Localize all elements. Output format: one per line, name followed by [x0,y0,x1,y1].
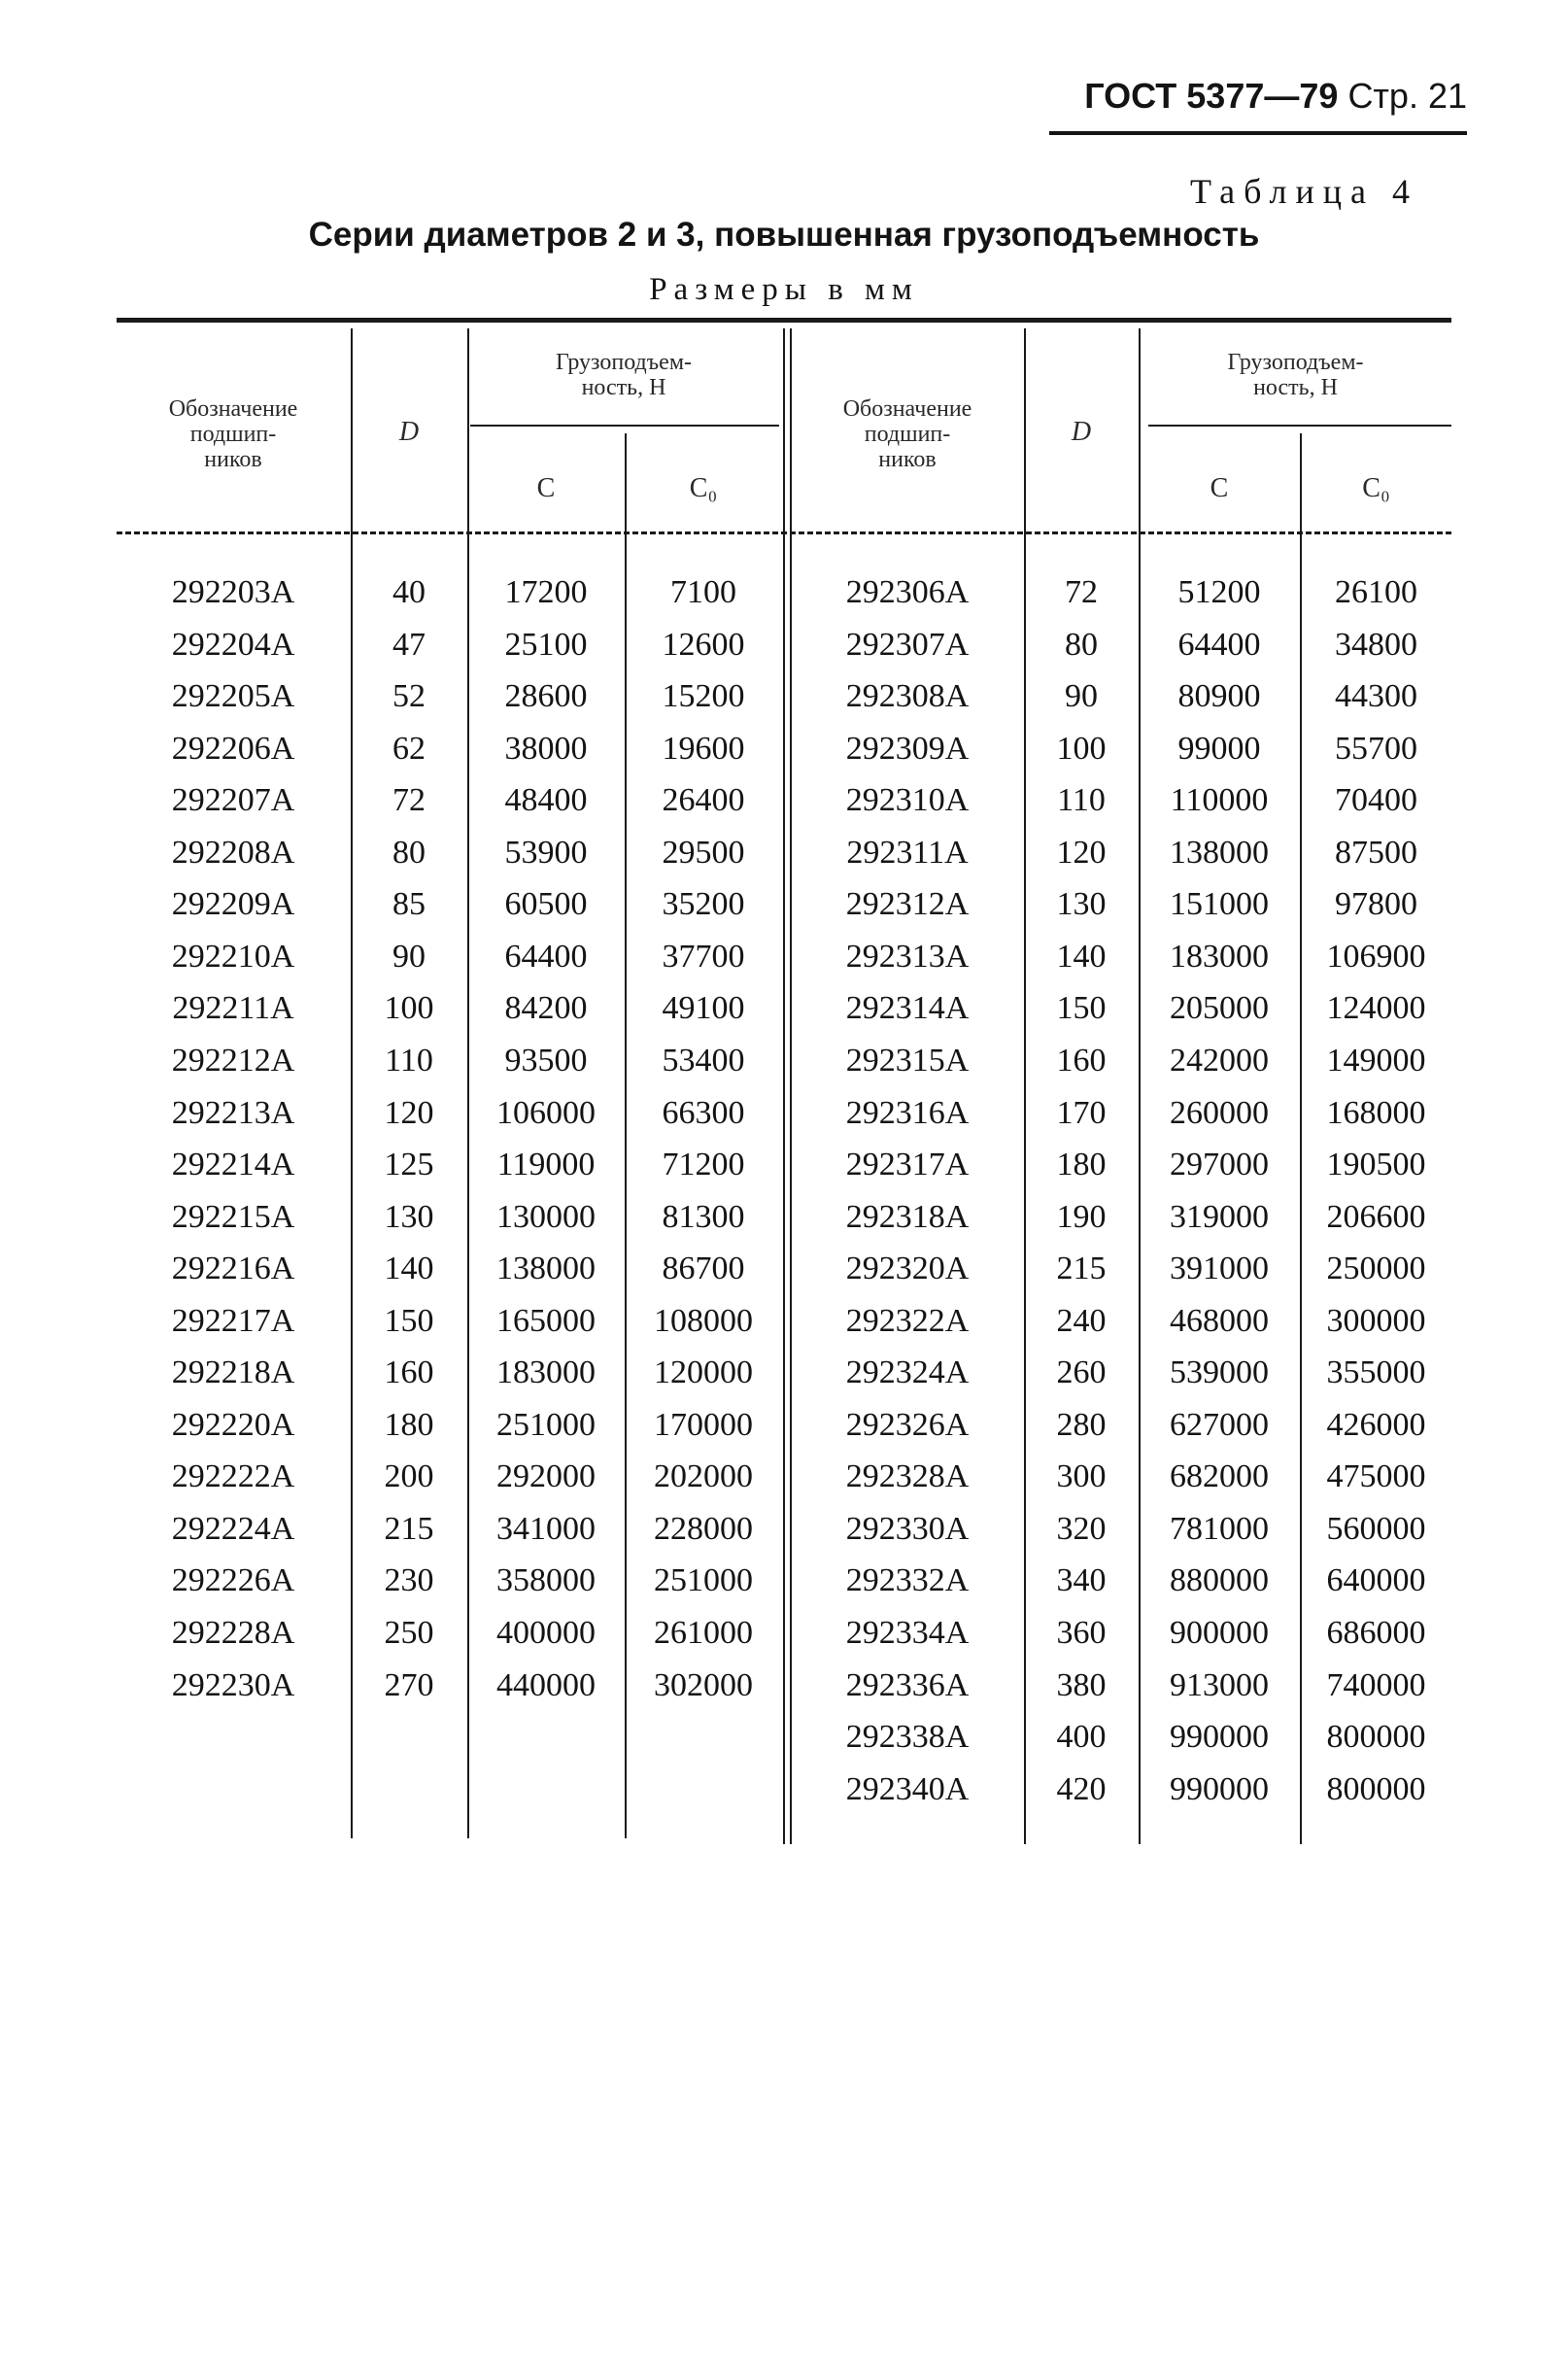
cell-left-c: 119000 [496,1147,596,1182]
standard-number: ГОСТ 5377—79 [1084,76,1339,116]
cell-left-d: 80 [392,835,426,871]
cell-right-c0: 426000 [1326,1407,1426,1443]
cell-left-d: 150 [384,1303,434,1339]
cell-right-c: 990000 [1170,1771,1269,1807]
cell-right-c: 627000 [1170,1407,1269,1443]
cell-left-c: 341000 [496,1511,596,1547]
cell-right-designation: 292307A [845,627,970,663]
table-row [0,723,1568,774]
cell-right-designation: 292326A [845,1407,970,1443]
cell-left-designation: 292213A [171,1095,295,1131]
cell-right-c0: 97800 [1335,886,1417,922]
cell-right-d: 240 [1056,1303,1107,1339]
table-row [0,1347,1568,1398]
cell-left-c0: 81300 [662,1199,745,1235]
cell-right-designation: 292340A [845,1771,970,1807]
cell-right-d: 420 [1056,1771,1107,1807]
cell-left-c0: 228000 [654,1511,753,1547]
cell-right-designation: 292316A [845,1095,970,1131]
table-row [0,827,1568,878]
cell-left-d: 250 [384,1615,434,1651]
cell-right-c: 260000 [1170,1095,1269,1131]
cell-left-d: 180 [384,1407,434,1443]
cell-right-designation: 292330A [845,1511,970,1547]
cell-left-designation: 292206A [171,731,295,767]
cell-right-designation: 292313A [845,939,970,975]
cell-right-c0: 149000 [1326,1043,1426,1079]
cell-left-d: 130 [384,1199,434,1235]
cell-left-designation: 292216A [171,1251,295,1286]
cell-left-designation: 292208A [171,835,295,871]
cell-left-d: 52 [392,678,426,714]
cell-right-c: 913000 [1170,1667,1269,1703]
running-header [1078,76,1467,117]
header-capacity-left: Грузоподъем- ность, Н [556,350,692,400]
cell-right-c0: 34800 [1335,627,1417,663]
cell-right-d: 110 [1057,782,1106,818]
cell-left-d: 100 [384,990,434,1026]
cell-right-designation: 292320A [845,1251,970,1286]
cell-right-c0: 87500 [1335,835,1417,871]
table-row [0,1503,1568,1555]
cell-left-c0: 120000 [654,1354,753,1390]
cell-right-designation: 292314A [845,990,970,1026]
cell-right-designation: 292308A [845,678,970,714]
table-row [0,1243,1568,1294]
cell-left-d: 230 [384,1562,434,1598]
cell-left-designation: 292210A [171,939,295,975]
cell-right-d: 360 [1056,1615,1107,1651]
cell-left-c0: 7100 [670,574,736,610]
cell-right-c: 391000 [1170,1251,1269,1286]
cell-right-d: 215 [1056,1251,1107,1286]
cell-left-designation: 292215A [171,1199,295,1235]
cell-left-c: 165000 [496,1303,596,1339]
cell-left-designation: 292205A [171,678,295,714]
cell-left-d: 125 [384,1147,434,1182]
cell-left-d: 85 [392,886,426,922]
cell-right-c0: 686000 [1326,1615,1426,1651]
cell-right-designation: 292312A [845,886,970,922]
table-row [0,1399,1568,1451]
cell-left-designation: 292217A [171,1303,295,1339]
cell-right-c: 205000 [1170,990,1269,1026]
cell-left-designation: 292211A [172,990,294,1026]
cell-right-c0: 70400 [1335,782,1417,818]
header-designation-right: Обозначение подшип- ников [842,396,972,472]
cell-left-c0: 53400 [662,1043,745,1079]
cell-right-designation: 292332A [845,1562,970,1598]
cell-left-d: 270 [384,1667,434,1703]
cell-right-designation: 292306A [845,574,970,610]
cell-right-c0: 44300 [1335,678,1417,714]
cell-right-c: 990000 [1170,1719,1269,1755]
cell-left-c0: 108000 [654,1303,753,1339]
cell-left-c: 60500 [504,886,588,922]
cell-left-d: 140 [384,1251,434,1286]
cell-left-c0: 12600 [662,627,745,663]
table-row [0,1660,1568,1711]
cell-right-designation: 292324A [845,1354,970,1390]
table-row [0,931,1568,982]
cell-left-c0: 170000 [654,1407,753,1443]
cell-left-c0: 66300 [662,1095,745,1131]
cell-right-designation: 292334A [845,1615,970,1651]
header-capacity-right: Грузоподъем- ность, Н [1227,350,1364,400]
cell-left-c: 25100 [504,627,588,663]
cell-left-c: 106000 [496,1095,596,1131]
cell-right-designation: 292315A [845,1043,970,1079]
cell-left-designation: 292214A [171,1147,295,1182]
cell-left-c0: 35200 [662,886,745,922]
table-row [0,1295,1568,1347]
cell-left-d: 62 [392,731,426,767]
cell-right-c0: 106900 [1326,939,1426,975]
cell-right-c0: 560000 [1326,1511,1426,1547]
cell-right-c: 64400 [1177,627,1261,663]
header-d-left: D [398,417,420,447]
table-row [0,1191,1568,1243]
cell-right-designation: 292338A [845,1719,970,1755]
cell-right-designation: 292318A [845,1199,970,1235]
cell-left-c0: 26400 [662,782,745,818]
cell-right-d: 180 [1056,1147,1107,1182]
cell-left-c0: 37700 [662,939,745,975]
cell-left-d: 47 [392,627,426,663]
table-row [0,774,1568,826]
table-row [0,1451,1568,1502]
cell-left-c0: 251000 [654,1562,753,1598]
cell-left-c0: 261000 [654,1615,753,1651]
cell-right-d: 120 [1056,835,1107,871]
cell-left-c: 28600 [504,678,588,714]
cell-left-c0: 15200 [662,678,745,714]
page-number: Стр. 21 [1347,76,1467,116]
cell-right-d: 340 [1056,1562,1107,1598]
cell-left-c: 93500 [504,1043,588,1079]
cell-left-designation: 292230A [171,1667,295,1703]
cell-left-c0: 86700 [662,1251,745,1286]
cell-right-designation: 292336A [845,1667,970,1703]
cell-right-c0: 168000 [1326,1095,1426,1131]
cell-right-d: 160 [1056,1043,1107,1079]
cell-right-d: 170 [1056,1095,1107,1131]
cell-right-c: 319000 [1170,1199,1269,1235]
cell-right-c0: 475000 [1326,1458,1426,1494]
cell-left-d: 40 [392,574,426,610]
cell-right-c: 781000 [1170,1511,1269,1547]
cell-left-d: 215 [384,1511,434,1547]
cell-right-c0: 206600 [1326,1199,1426,1235]
cell-left-designation: 292204A [171,627,295,663]
cell-right-c: 297000 [1170,1147,1269,1182]
cell-right-d: 320 [1056,1511,1107,1547]
table-title: Серии диаметров 2 и 3, повышенная грузоподъемность [308,216,1260,254]
cell-right-c0: 800000 [1326,1771,1426,1807]
cell-left-c: 53900 [504,835,588,871]
table-row [0,878,1568,930]
cell-right-d: 190 [1056,1199,1107,1235]
cell-right-c: 110000 [1170,782,1269,818]
cell-right-c: 468000 [1170,1303,1269,1339]
header-c-right: C [1210,473,1229,503]
table-row [0,1139,1568,1190]
table-row [0,1711,1568,1763]
cell-right-c: 900000 [1170,1615,1269,1651]
cell-right-c: 682000 [1170,1458,1269,1494]
units-note: Размеры в мм [649,272,919,307]
cell-left-designation: 292209A [171,886,295,922]
cell-right-designation: 292317A [845,1147,970,1182]
cell-left-d: 72 [392,782,426,818]
cell-left-c: 17200 [504,574,588,610]
cell-right-c: 138000 [1170,835,1269,871]
cell-right-c0: 124000 [1326,990,1426,1026]
table-row [0,566,1568,618]
cell-right-c: 99000 [1177,731,1261,767]
cell-left-d: 110 [385,1043,433,1079]
cell-left-c: 38000 [504,731,588,767]
table-row [0,619,1568,670]
cell-right-c: 151000 [1170,886,1269,922]
cell-left-c0: 202000 [654,1458,753,1494]
cell-left-c: 130000 [496,1199,596,1235]
header-d-right: D [1071,417,1092,447]
cell-right-d: 72 [1065,574,1098,610]
capacity-subheader-rule-left [470,425,779,427]
cell-right-c: 539000 [1170,1354,1269,1390]
cell-right-d: 150 [1056,990,1107,1026]
cell-right-designation: 292311A [846,835,969,871]
cell-right-c0: 55700 [1335,731,1417,767]
cell-left-c: 358000 [496,1562,596,1598]
table-row [0,1764,1568,1815]
cell-left-c: 48400 [504,782,588,818]
table-row [0,670,1568,722]
table-top-rule [117,318,1451,323]
cell-right-d: 80 [1065,627,1098,663]
cell-left-c: 183000 [496,1354,596,1390]
cell-left-c: 251000 [496,1407,596,1443]
cell-right-c0: 190500 [1326,1147,1426,1182]
table-row [0,1607,1568,1659]
cell-left-c0: 71200 [662,1147,745,1182]
cell-left-d: 160 [384,1354,434,1390]
cell-right-d: 300 [1056,1458,1107,1494]
cell-left-designation: 292218A [171,1354,295,1390]
cell-left-designation: 292224A [171,1511,295,1547]
header-c0-right: C₀ [1362,473,1390,503]
cell-left-c: 84200 [504,990,588,1026]
header-c0-left: C₀ [689,473,718,503]
capacity-subheader-rule-right [1148,425,1451,427]
cell-right-d: 90 [1065,678,1098,714]
cell-left-designation: 292212A [171,1043,295,1079]
cell-right-c0: 800000 [1326,1719,1426,1755]
table-row [0,1087,1568,1139]
table-row [0,1035,1568,1086]
cell-right-designation: 292310A [845,782,970,818]
cell-right-designation: 292328A [845,1458,970,1494]
cell-right-c: 80900 [1177,678,1261,714]
cell-right-c0: 26100 [1335,574,1417,610]
cell-left-designation: 292226A [171,1562,295,1598]
cell-left-c0: 29500 [662,835,745,871]
cell-right-c0: 355000 [1326,1354,1426,1390]
table-row [0,982,1568,1034]
header-rule [1049,131,1467,135]
cell-right-d: 380 [1056,1667,1107,1703]
header-c-left: C [536,473,556,503]
cell-left-d: 200 [384,1458,434,1494]
cell-left-c: 292000 [496,1458,596,1494]
cell-right-c0: 740000 [1326,1667,1426,1703]
cell-right-designation: 292322A [845,1303,970,1339]
cell-left-designation: 292222A [171,1458,295,1494]
cell-right-c0: 250000 [1326,1251,1426,1286]
cell-right-d: 400 [1056,1719,1107,1755]
cell-left-c: 138000 [496,1251,596,1286]
cell-left-c0: 19600 [662,731,745,767]
cell-left-c0: 302000 [654,1667,753,1703]
cell-left-c: 64400 [504,939,588,975]
header-designation-left: Обозначение подшип- ников [168,396,298,472]
table-row [0,1555,1568,1606]
cell-right-d: 130 [1056,886,1107,922]
cell-left-designation: 292203A [171,574,295,610]
table-label: Таблица 4 [1190,172,1418,211]
cell-right-c: 183000 [1170,939,1269,975]
cell-left-c0: 49100 [662,990,745,1026]
cell-left-designation: 292207A [171,782,295,818]
cell-left-c: 400000 [496,1615,596,1651]
cell-left-d: 90 [392,939,426,975]
cell-right-c: 242000 [1170,1043,1269,1079]
cell-right-d: 140 [1056,939,1107,975]
cell-left-d: 120 [384,1095,434,1131]
cell-right-d: 280 [1056,1407,1107,1443]
cell-right-c0: 300000 [1326,1303,1426,1339]
cell-left-designation: 292228A [171,1615,295,1651]
cell-right-c: 880000 [1170,1562,1269,1598]
cell-right-c0: 640000 [1326,1562,1426,1598]
cell-right-d: 100 [1056,731,1107,767]
cell-left-c: 440000 [496,1667,596,1703]
cell-right-c: 51200 [1177,574,1261,610]
cell-right-d: 260 [1056,1354,1107,1390]
cell-left-designation: 292220A [171,1407,295,1443]
cell-right-designation: 292309A [845,731,970,767]
